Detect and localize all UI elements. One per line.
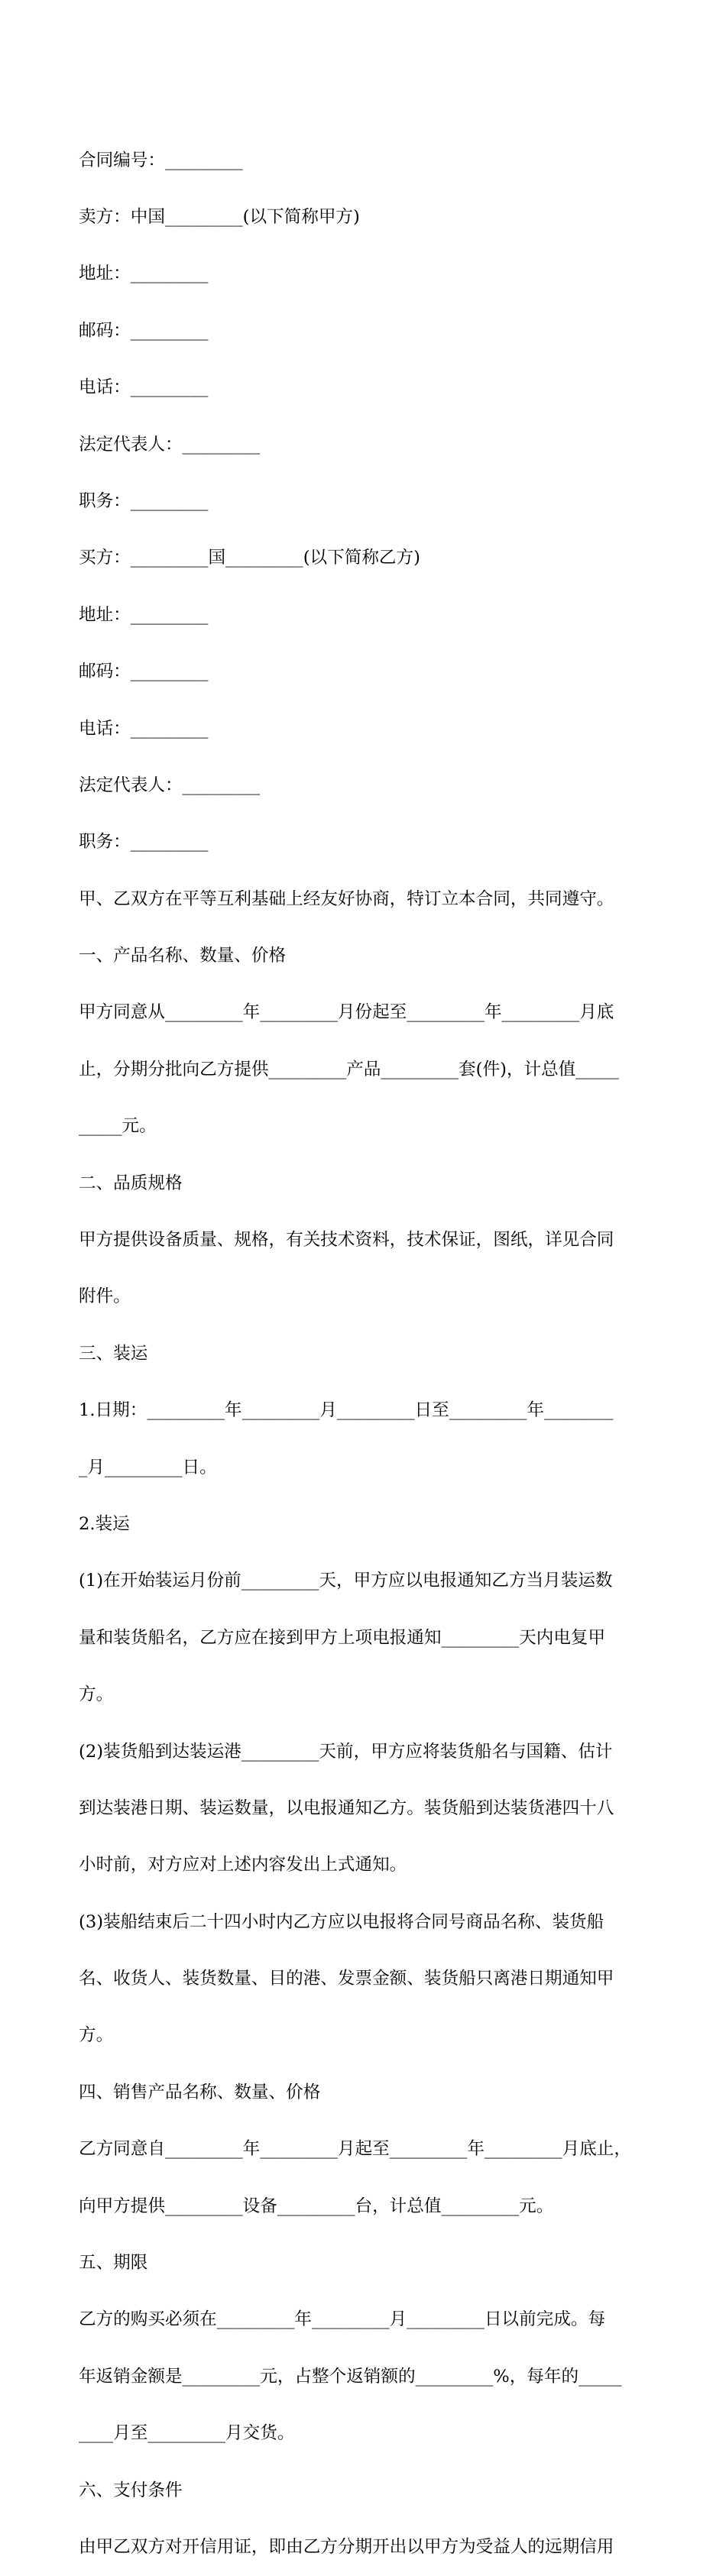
section-3-clause-2-line: (2)装货船到达装运港_________天前，甲方应将装货船名与国籍、估计 xyxy=(79,1741,613,1762)
section-1-text-line: _____元。 xyxy=(79,1116,157,1137)
seller-phone-line: 电话：_________ xyxy=(79,377,209,398)
seller-address-line: 地址：_________ xyxy=(79,264,209,284)
buyer-address-line: 地址：_________ xyxy=(79,604,209,625)
section-3-clause-1-line: (1)在开始装运月份前_________天，甲方应以电报通知乙方当月装运数 xyxy=(79,1571,613,1591)
preamble-line: 甲、乙双方在平等互利基础上经友好协商，特订立本合同，共同遵守。 xyxy=(79,888,614,909)
contract-number-line: 合同编号：_________ xyxy=(79,150,243,170)
section-3-clause-2-line: 小时前，对方应对上述内容发出上式通知。 xyxy=(79,1855,407,1875)
section-5-text-line: 乙方的购买必须在_________年_________月_________日以前完成。每 xyxy=(79,2309,606,2330)
section-3-clause-3-line: 方。 xyxy=(79,2025,114,2046)
section-4-text-line: 向甲方提供_________设备_________台，计总值_________元。 xyxy=(79,2196,554,2216)
section-6-heading: 六、支付条件 xyxy=(79,2480,183,2500)
section-1-heading: 一、产品名称、数量、价格 xyxy=(79,946,287,966)
section-6-text-line: 由甲乙双方对开信用证，即由乙方分期开出以甲方为受益人的远期信用 xyxy=(79,2537,614,2557)
buyer-postcode-line: 邮码：_________ xyxy=(79,662,209,682)
buyer-phone-line: 电话：_________ xyxy=(79,718,209,739)
section-3-clause-1-line: 量和装货船名，乙方应在接到甲方上项电报通知_________天内电复甲 xyxy=(79,1627,606,1648)
section-2-heading: 二、品质规格 xyxy=(79,1173,183,1193)
buyer-legal-rep-line: 法定代表人：_________ xyxy=(79,775,261,795)
section-2-text-line: 附件。 xyxy=(79,1286,131,1307)
section-3-date-line: 1.日期：_________年_________月_________日至_________年________ xyxy=(79,1400,614,1421)
section-1-text-line: 甲方同意从_________年_________月份起至_________年_________月底 xyxy=(79,1002,614,1023)
contract-document xyxy=(79,113,652,2576)
section-2-text-line: 甲方提供设备质量、规格，有关技术资料，技术保证，图纸，详见合同 xyxy=(79,1230,614,1251)
seller-line: 卖方：中国_________(以下简称甲方) xyxy=(79,206,360,227)
buyer-line: 买方：_________国_________(以下简称乙方) xyxy=(79,548,420,568)
seller-legal-rep-line: 法定代表人：_________ xyxy=(79,434,261,455)
section-3-clause-3-line: 名、收货人、装货数量、目的港、发票金额、装货船只离港日期通知甲 xyxy=(79,1969,614,1989)
section-5-heading: 五、期限 xyxy=(79,2253,148,2273)
seller-position-line: 职务：_________ xyxy=(79,490,209,511)
section-3-clause-3-line: (3)装船结束后二十四小时内乙方应以电报将合同号商品名称、装货船 xyxy=(79,1911,604,1932)
section-3-heading: 三、装运 xyxy=(79,1343,148,1364)
section-3-date-line: _月_________日。 xyxy=(79,1457,217,1477)
buyer-position-line: 职务：_________ xyxy=(79,832,209,853)
section-5-text-line: ____月至_________月交货。 xyxy=(79,2423,295,2444)
section-3-clause-1-line: 方。 xyxy=(79,1684,114,1705)
section-4-text-line: 乙方同意自_________年_________月起至_________年_________月底止， xyxy=(79,2139,631,2160)
section-4-heading: 四、销售产品名称、数量、价格 xyxy=(79,2082,321,2102)
section-3-shipping-subheading: 2.装运 xyxy=(79,1513,130,1534)
seller-postcode-line: 邮码：_________ xyxy=(79,320,209,341)
section-5-text-line: 年返销金额是_________元，占整个返销额的_________%，每年的_____ xyxy=(79,2366,622,2387)
section-1-text-line: 止，分期分批向乙方提供_________产品_________套(件)，计总值_____ xyxy=(79,1059,619,1079)
section-3-clause-2-line: 到达装港日期、装运数量，以电报通知乙方。装货船到达装货港四十八 xyxy=(79,1798,614,1818)
